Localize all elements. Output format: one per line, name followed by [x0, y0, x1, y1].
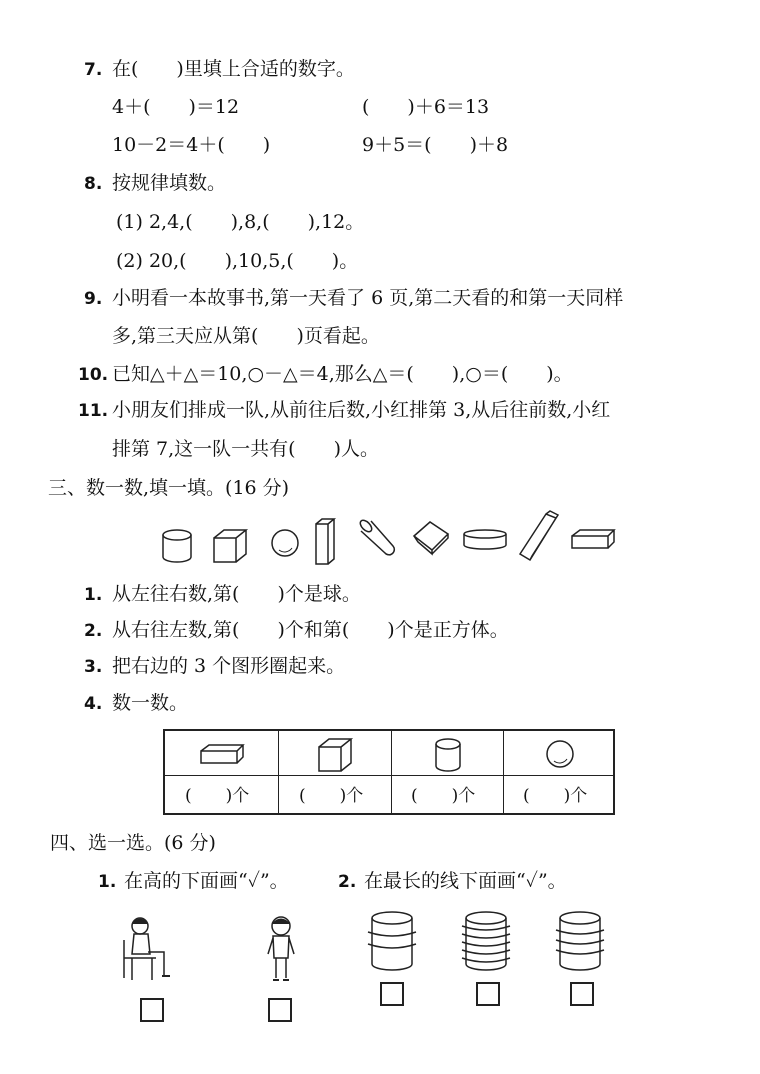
cube-icon: [212, 528, 248, 564]
tilted-cylinder-icon: [358, 518, 398, 556]
cylinder-3-coils-icon: [552, 910, 608, 974]
tilted-long-cuboid-icon: [518, 510, 560, 564]
q8-number: 8.: [84, 174, 103, 194]
flat-cylinder-icon: [462, 528, 508, 552]
s3-q3-number: 3.: [84, 657, 103, 677]
q8-title: 按规律填数。: [112, 172, 227, 194]
cylinder-2-coils-icon: [364, 910, 420, 974]
count-table: [163, 729, 615, 815]
s3-q2-number: 2.: [84, 621, 103, 641]
cube-icon: [317, 737, 353, 773]
table-cell-cylinder-count: ( )个: [411, 786, 476, 806]
s4-q1-number: 1.: [98, 872, 117, 892]
seated-girl-icon: [118, 914, 174, 986]
q10-text: 已知△＋△＝10,○－△＝4,那么△＝( ),○＝( )。: [112, 363, 573, 385]
s3-q2-text: 从右往左数,第( )个和第( )个是正方体。: [112, 619, 509, 641]
q7-equation-b: ( )＋6＝13: [362, 96, 490, 118]
table-cell-sphere-count: ( )个: [523, 786, 588, 806]
cuboid-icon: [199, 743, 245, 765]
cylinder-icon: [433, 737, 463, 773]
cylinder-icon: [160, 528, 194, 564]
s3-q4-text: 数一数。: [112, 692, 189, 714]
section-3-title: 三、数一数,填一填。(16 分): [48, 477, 290, 499]
tilted-cube-icon: [412, 518, 450, 554]
q7-equation-d: 9＋5＝( )＋8: [362, 134, 509, 156]
q9-line-2: 多,第三天应从第( )页看起。: [112, 325, 380, 347]
sphere-icon: [545, 739, 575, 769]
answer-box-cylinder-2[interactable]: [476, 982, 500, 1006]
answer-box-boy[interactable]: [268, 998, 292, 1022]
q8-sequence-2: (2) 20,( ),10,5,( )。: [116, 250, 359, 272]
q8-sequence-1: (1) 2,4,( ),8,( ),12。: [116, 211, 365, 233]
s3-q3-text: 把右边的 3 个图形圈起来。: [112, 655, 346, 677]
table-cell-cuboid-count: ( )个: [185, 786, 250, 806]
s4-q2-text: 在最长的线下面画“✓”。: [364, 870, 567, 892]
answer-box-cylinder-1[interactable]: [380, 982, 404, 1006]
cuboid-icon: [570, 528, 616, 550]
q11-line-1: 小朋友们排成一队,从前往后数,小红排第 3,从后往前数,小红: [112, 399, 611, 421]
q7-equation-c: 10－2＝4＋( ): [112, 134, 271, 156]
s3-q1-number: 1.: [84, 585, 103, 605]
standing-boy-icon: [264, 914, 298, 986]
cylinder-5-coils-icon: [458, 910, 514, 974]
q7-equation-a: 4＋( )＝12: [112, 96, 240, 118]
sphere-icon: [270, 528, 300, 558]
q9-line-1: 小明看一本故事书,第一天看了 6 页,第二天看的和第一天同样: [112, 287, 624, 309]
answer-box-cylinder-3[interactable]: [570, 982, 594, 1006]
q11-line-2: 排第 7,这一队一共有( )人。: [112, 438, 379, 460]
s3-q4-number: 4.: [84, 694, 103, 714]
q9-number: 9.: [84, 289, 103, 309]
tall-cuboid-icon: [314, 518, 336, 566]
answer-box-girl[interactable]: [140, 998, 164, 1022]
q7-number: 7.: [84, 60, 103, 80]
q11-number: 11.: [78, 401, 109, 421]
section-4-title: 四、选一选。(6 分): [50, 832, 216, 854]
s3-q1-text: 从左往右数,第( )个是球。: [112, 583, 361, 605]
q10-number: 10.: [78, 365, 109, 385]
s4-q1-text: 在高的下面画“✓”。: [124, 870, 289, 892]
q7-title: 在( )里填上合适的数字。: [112, 58, 355, 80]
table-cell-cube-count: ( )个: [299, 786, 364, 806]
s4-q2-number: 2.: [338, 872, 357, 892]
